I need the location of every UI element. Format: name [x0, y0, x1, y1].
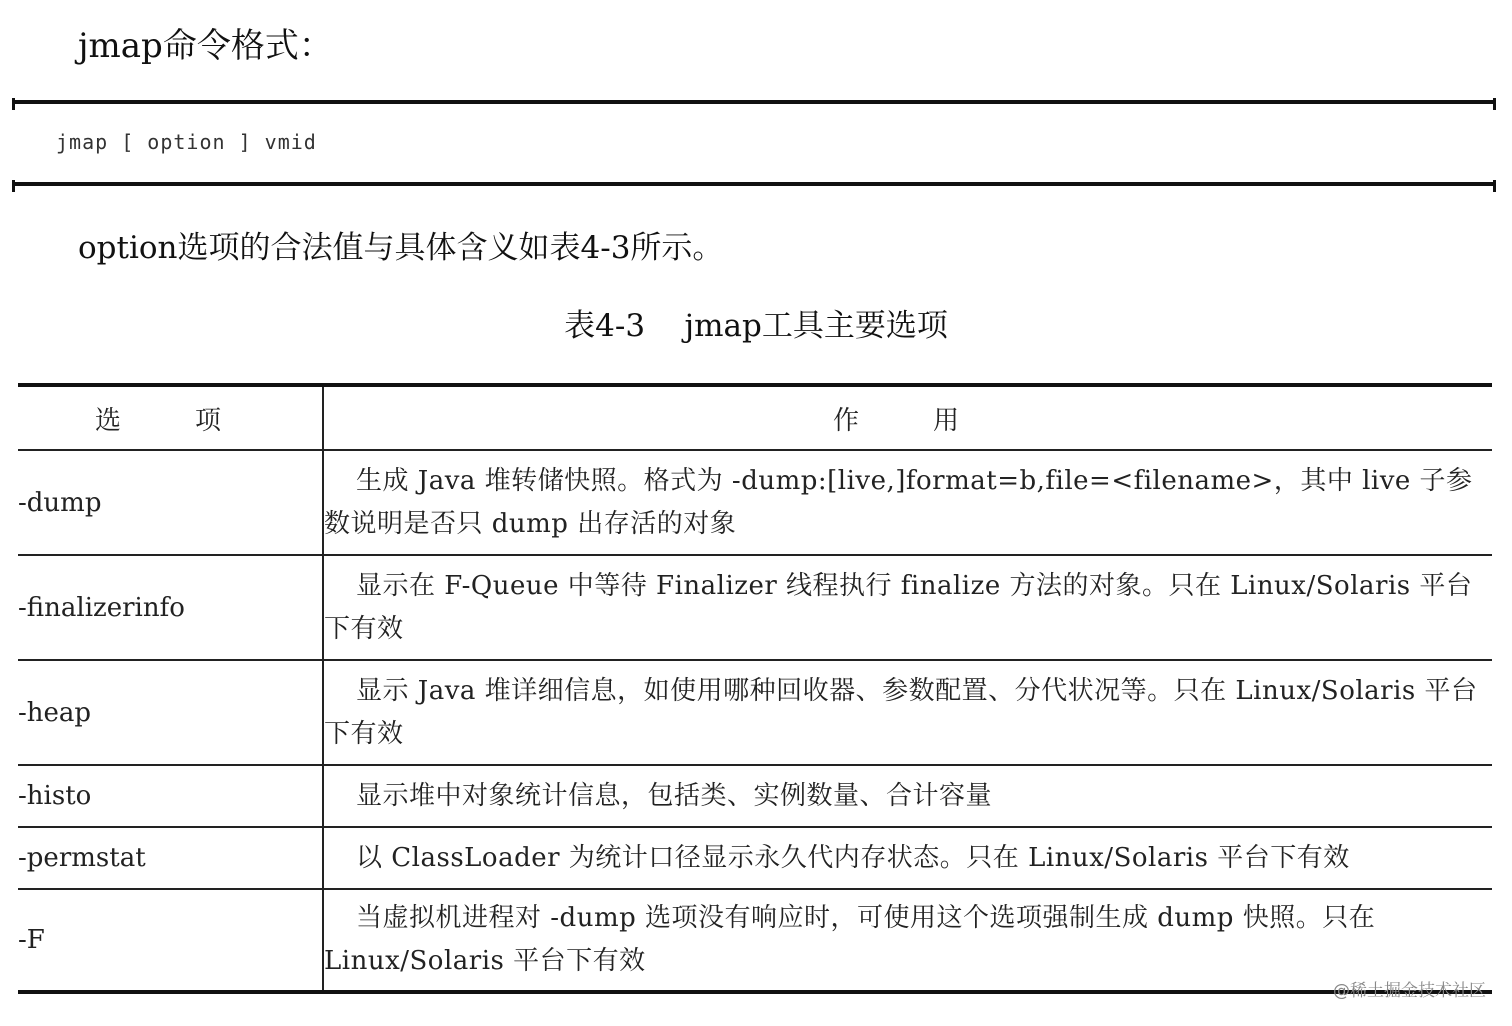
option-name: -F	[18, 925, 45, 955]
code-line: jmap [ option ] vmid	[56, 130, 317, 154]
table-row	[18, 660, 1492, 765]
option-description: 当虚拟机进程对 -dump 选项没有响应时，可使用这个选项强制生成 dump 快照。只在 Linux/Solaris 平台下有效	[323, 889, 1492, 992]
code-block-top-rule	[12, 100, 1496, 104]
header-purpose: 作 用	[323, 385, 1492, 450]
header-option: 选 项	[18, 385, 323, 450]
table-row	[18, 827, 1492, 889]
options-table	[18, 383, 1492, 994]
table-row	[18, 450, 1492, 555]
option-name: -permstat	[18, 827, 323, 889]
option-description: 显示 Java 堆详细信息，如使用哪种回收器、参数配置、分代状况等。只在 Linux/Solaris 平台下有效	[323, 660, 1492, 765]
option-description: 显示堆中对象统计信息，包括类、实例数量、合计容量	[323, 765, 1492, 827]
code-block	[12, 100, 1496, 192]
intro-paragraph: option选项的合法值与具体含义如表4-3所示。	[78, 230, 724, 266]
option-description: 生成 Java 堆转储快照。格式为 -dump:[live,]format=b,file=<filename>，其中 live 子参数说明是否只 dump 出存活的对象	[323, 450, 1492, 555]
option-name: -histo	[18, 765, 323, 827]
table-row	[18, 555, 1492, 660]
option-description: 显示在 F-Queue 中等待 Finalizer 线程执行 finalize 方法的对象。只在 Linux/Solaris 平台下有效	[323, 555, 1492, 660]
table-caption: 表4-3 jmap工具主要选项	[564, 308, 948, 344]
option-name: -finalizerinfo	[18, 555, 323, 660]
option-name: -dump	[18, 450, 323, 555]
code-block-bottom-rule	[12, 182, 1496, 186]
option-description: 以 ClassLoader 为统计口径显示永久代内存状态。只在 Linux/Solaris 平台下有效	[323, 827, 1492, 889]
table-header-row	[18, 385, 1492, 450]
section-heading: jmap命令格式：	[78, 26, 333, 66]
table-row	[18, 889, 1492, 992]
watermark: @稀土掘金技术社区	[1333, 981, 1486, 1001]
option-name: -heap	[18, 660, 323, 765]
table-row	[18, 765, 1492, 827]
